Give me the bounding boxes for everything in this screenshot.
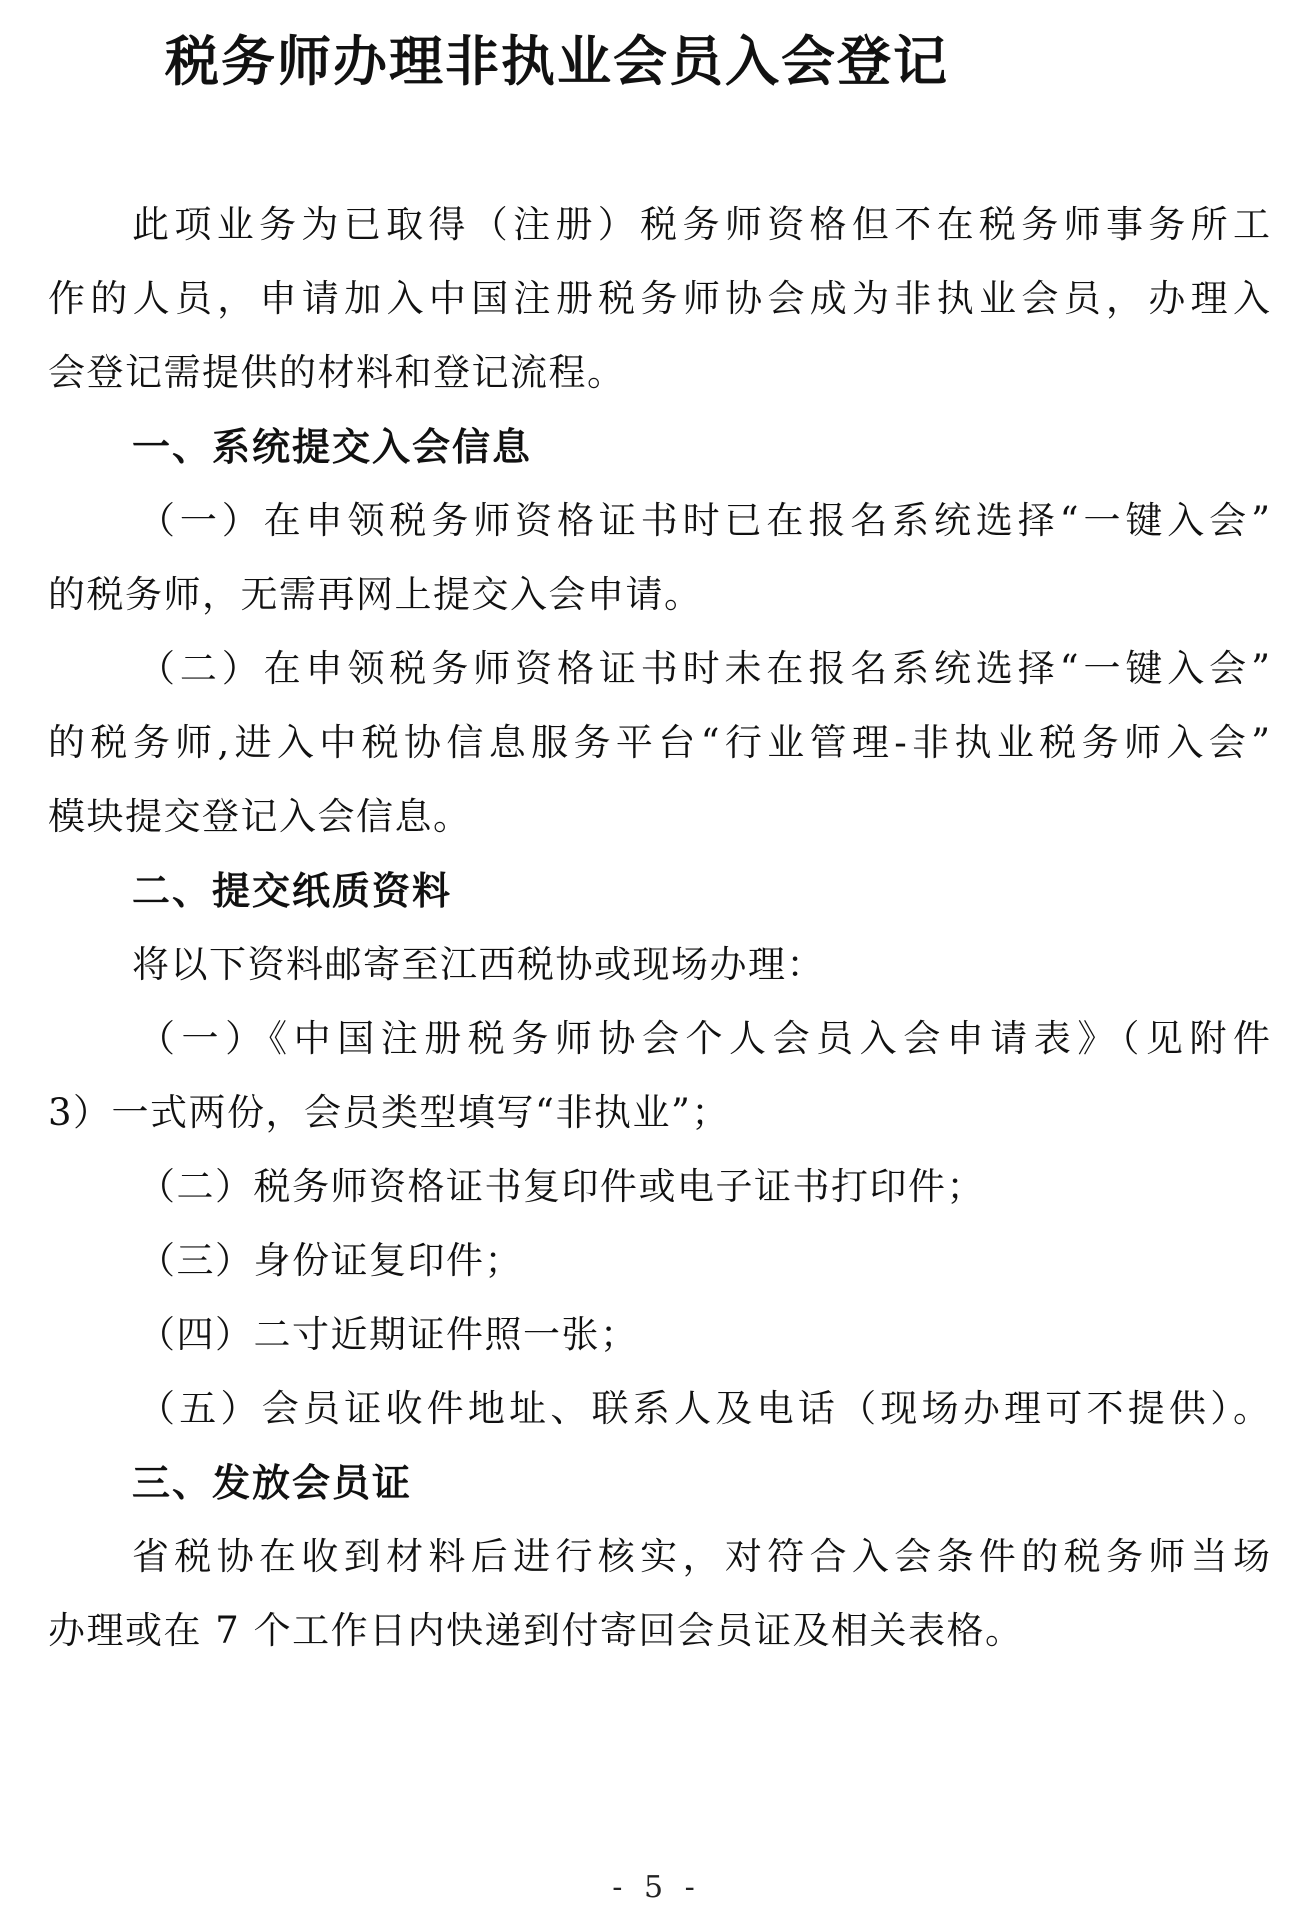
intro-line-1: 此项业务为已取得（注册）税务师资格但不在税务师事务所工: [132, 203, 1270, 246]
document-title: 税务师办理非执业会员入会登记: [165, 30, 949, 93]
section-2-heading: 二、提交纸质资料: [132, 869, 453, 913]
section-2-item-2: （二）税务师资格证书复印件或电子证书打印件；: [138, 1165, 985, 1208]
section-2-item-1-line-2: 3）一式两份，会员类型填写“非执业”；: [48, 1091, 730, 1134]
section-1-item-2-line-1: （二）在申领税务师资格证书时未在报名系统选择“一键入会”: [138, 647, 1270, 690]
section-1-heading: 一、系统提交入会信息: [132, 425, 533, 469]
page-number: - 5 -: [612, 1870, 701, 1905]
section-2-lead: 将以下资料邮寄至江西税协或现场办理：: [132, 943, 825, 986]
section-2-item-3: （三）身份证复印件；: [138, 1239, 523, 1282]
section-1-item-2-line-3: 模块提交登记入会信息。: [48, 795, 472, 838]
section-1-item-1-line-2: 的税务师，无需再网上提交入会申请。: [48, 573, 703, 616]
intro-line-2: 作的人员，申请加入中国注册税务师协会成为非执业会员，办理入: [48, 277, 1270, 320]
section-3-heading: 三、发放会员证: [132, 1461, 413, 1505]
section-3-line-1: 省税协在收到材料后进行核实，对符合入会条件的税务师当场: [132, 1535, 1270, 1578]
section-1-item-1-line-1: （一）在申领税务师资格证书时已在报名系统选择“一键入会”: [138, 499, 1270, 542]
document-body: [48, 188, 1270, 1668]
section-2-item-1-line-1: （一）《中国注册税务师协会个人会员入会申请表》（见附件: [138, 1017, 1270, 1060]
section-2-item-5: （五）会员证收件地址、联系人及电话（现场办理可不提供）。: [138, 1387, 1270, 1430]
section-3-line-2: 办理或在 7 个工作日内快递到付寄回会员证及相关表格。: [48, 1609, 1024, 1652]
intro-line-3: 会登记需提供的材料和登记流程。: [48, 351, 626, 394]
section-2-item-4: （四）二寸近期证件照一张；: [138, 1313, 639, 1356]
section-1-item-2-line-2: 的税务师,进入中税协信息服务平台“行业管理-非执业税务师入会”: [48, 721, 1270, 764]
